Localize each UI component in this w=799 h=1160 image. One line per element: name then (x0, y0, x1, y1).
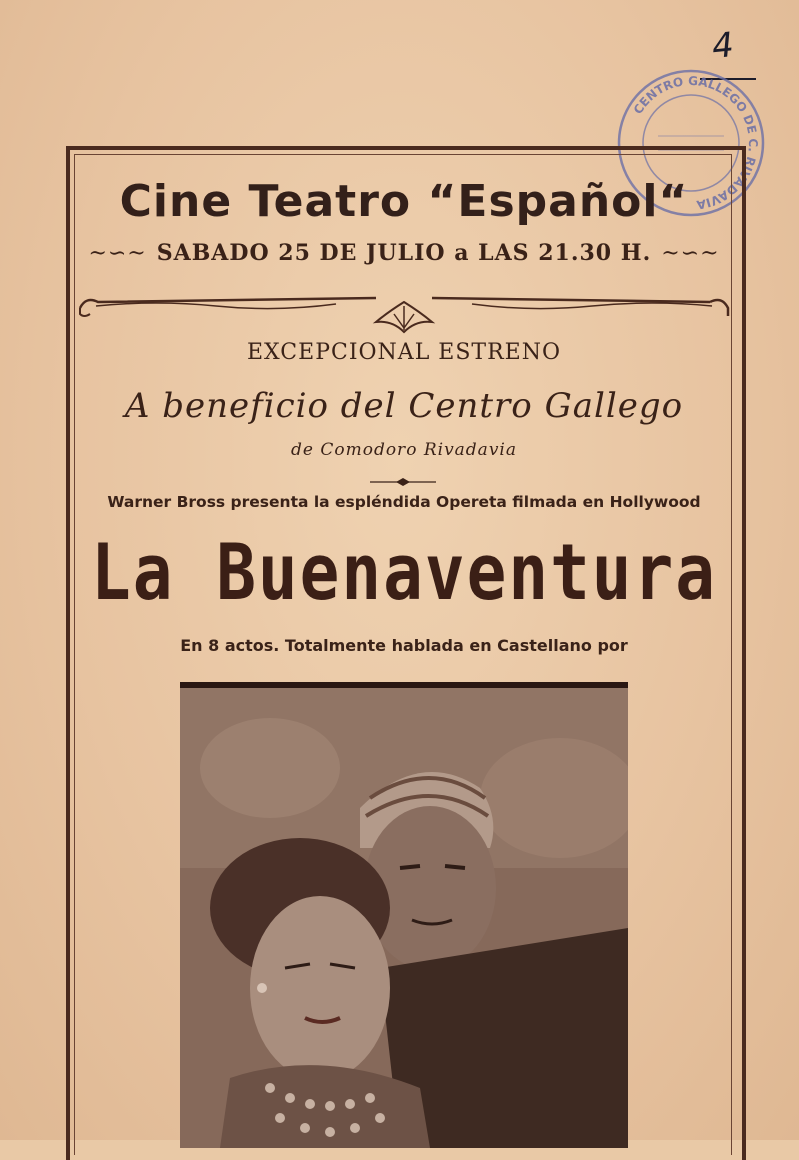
date-line (66, 240, 742, 266)
scroll-ornament-icon (76, 288, 732, 336)
page-number: 4 (709, 24, 736, 68)
film-subtitle: En 8 actos. Totalmente hablada en Castellano por (180, 636, 628, 655)
event-type: EXCEPCIONAL ESTRENO (246, 340, 562, 365)
film-still-photo (180, 682, 628, 1148)
benefit-line: A beneficio del Centro Gallego (124, 386, 684, 426)
film-title: La Buenaventura (90, 527, 718, 618)
divider-ornament-icon (370, 478, 436, 486)
film-still-illustration (180, 688, 628, 1148)
theater-name: Cine Teatro “Español“ (119, 176, 689, 227)
date-line-text: SABADO 25 DE JULIO a LAS 21.30 H. (156, 240, 652, 266)
svg-text:CENTRO GALLEGO DE C. RIVADAVIA: CENTRO GALLEGO DE C. RIVADAVIA (630, 73, 761, 212)
presenter-line: Warner Bross presenta la espléndida Opereta filmada en Hollywood (107, 493, 701, 511)
left-squiggle-icon: ~∽~ (88, 241, 147, 266)
benefit-sub: de Comodoro Rivadavia (291, 440, 517, 460)
right-squiggle-icon: ~∽~ (661, 241, 720, 266)
